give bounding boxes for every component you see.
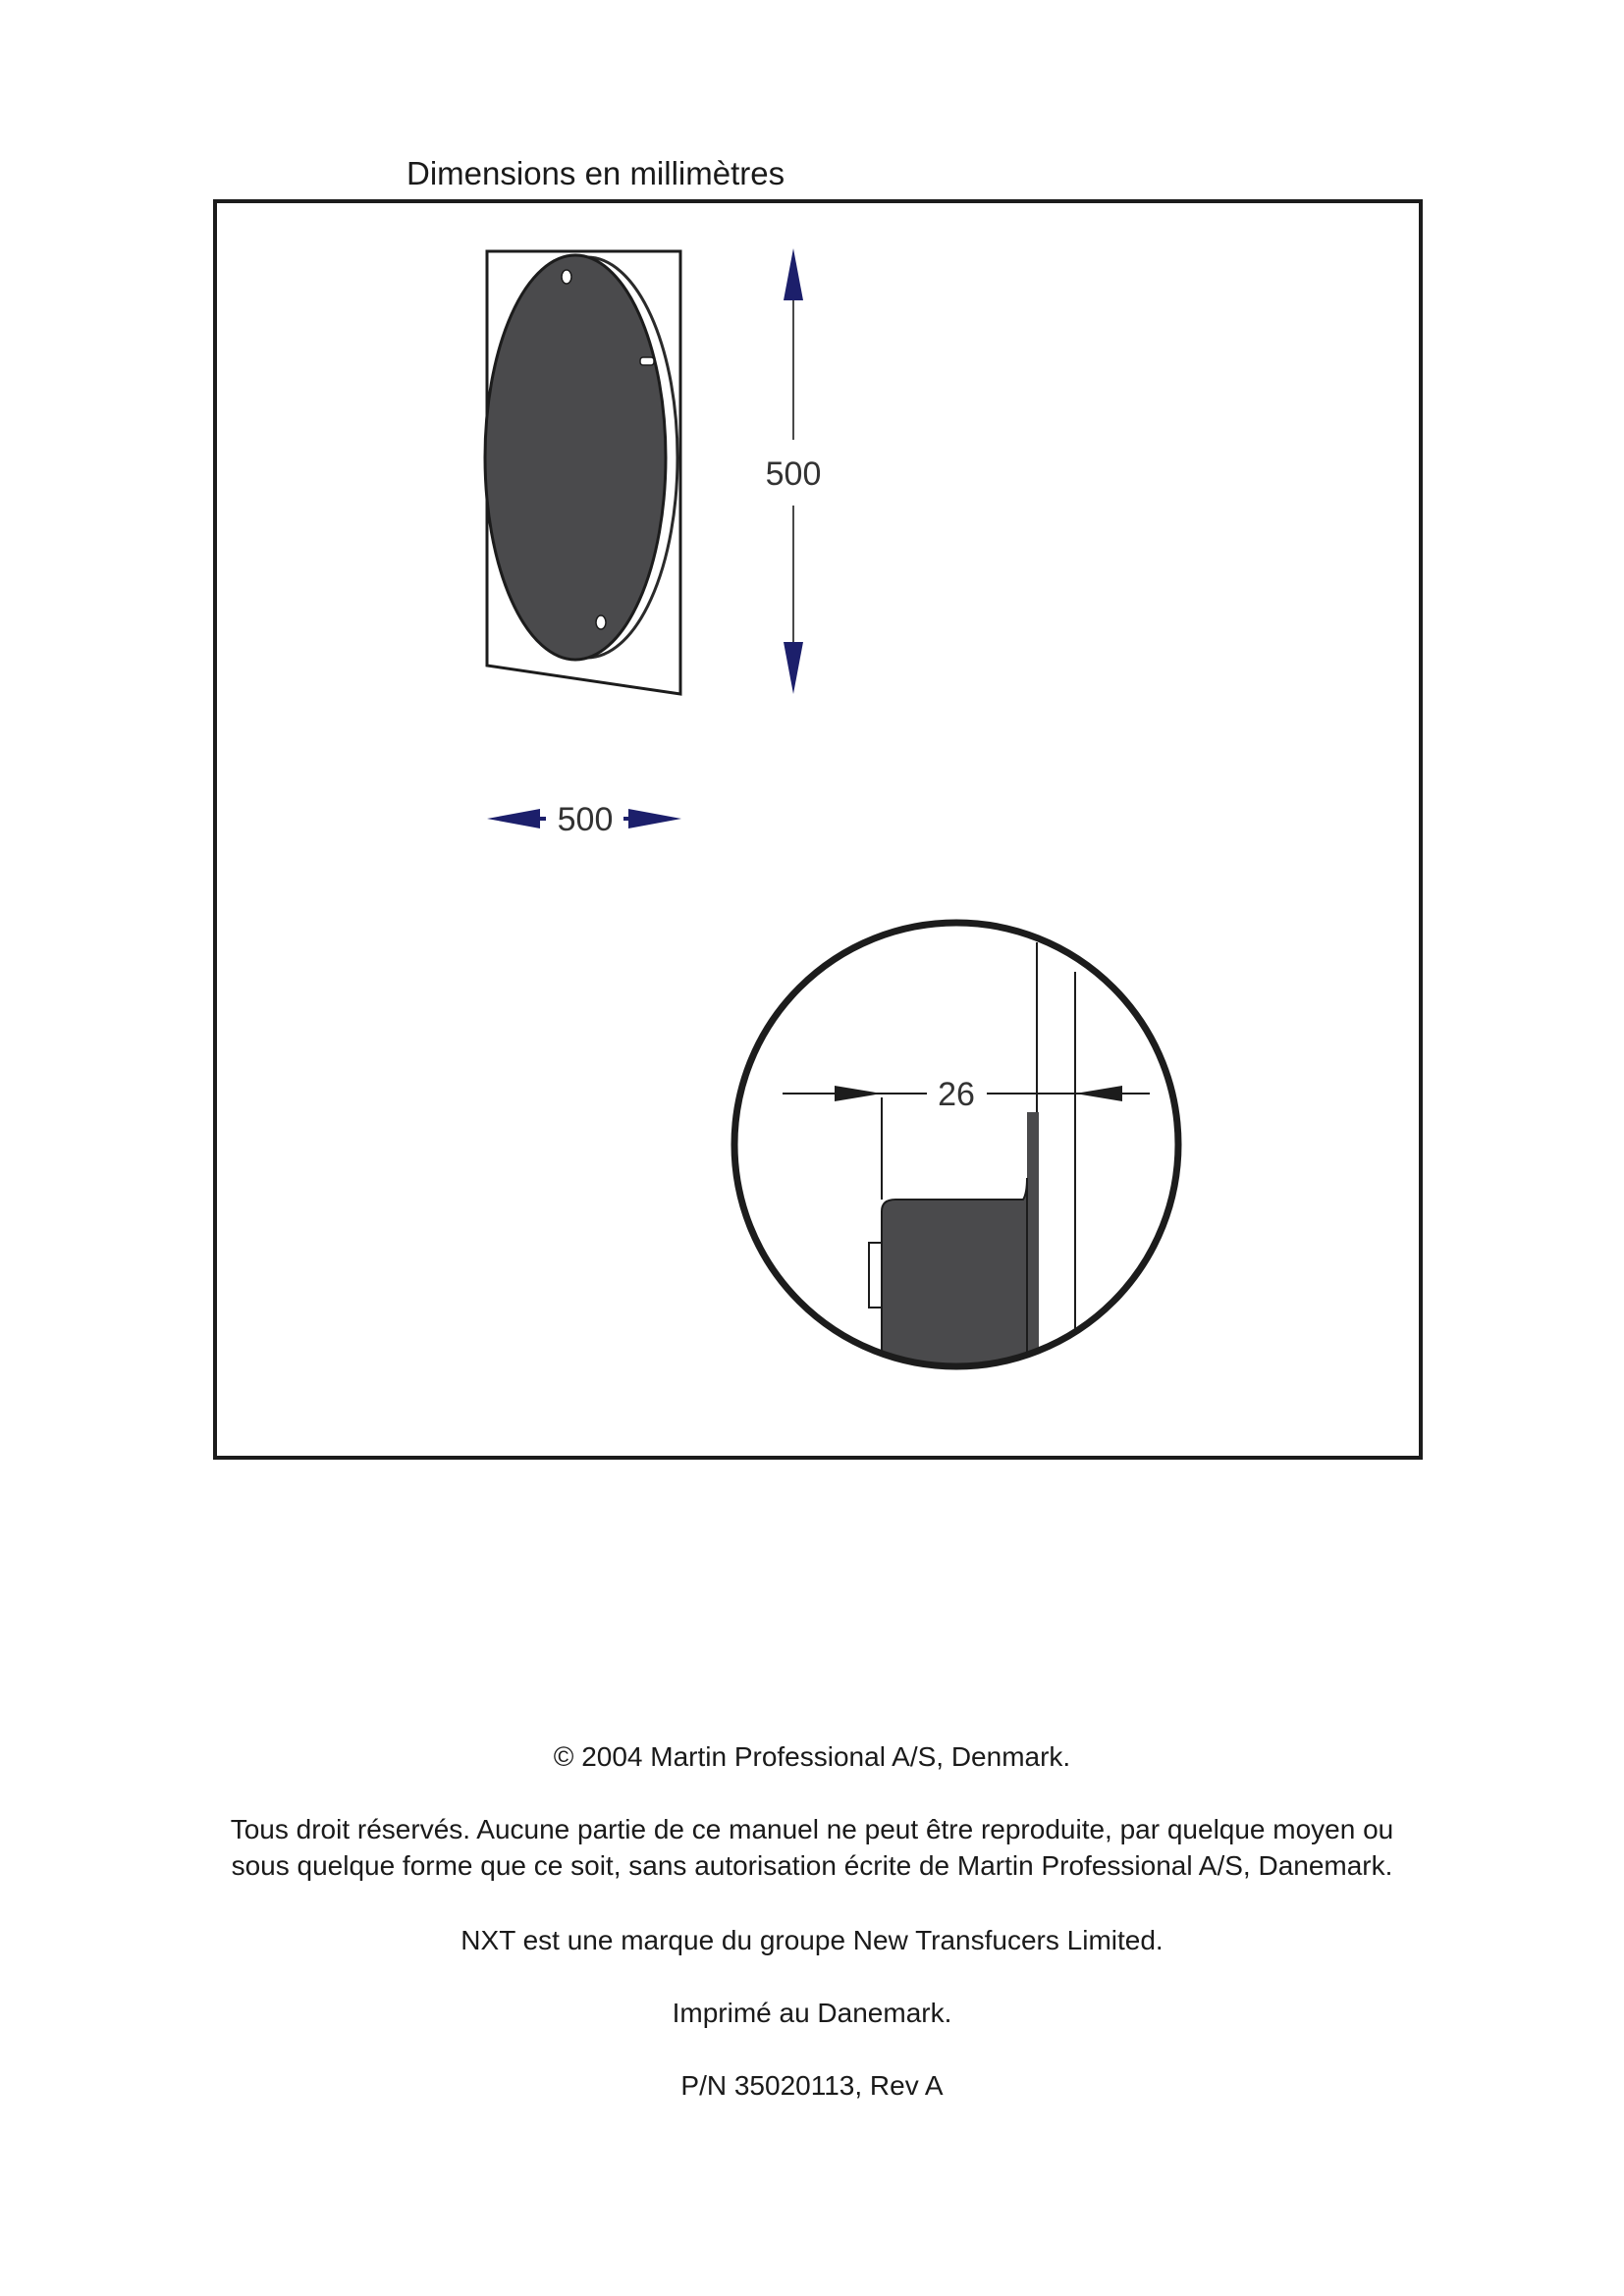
width-label: 500: [557, 801, 614, 838]
page-heading: Dimensions en millimètres: [406, 155, 785, 191]
part-number-line: [147, 2067, 1477, 2104]
rights-line-1: Tous droit réservés. Aucune partie de ce manuel ne peut être reproduite, par quelque moyen ou: [230, 1814, 1394, 1844]
speaker-front-disc: [485, 255, 666, 660]
rights-line-2: sous quelque forme que ce soit, sans autorisation écrite de Martin Professional A/S, Danemark.: [231, 1850, 1393, 1881]
mounting-clip: [640, 357, 654, 365]
printed-text: Imprimé au Danemark.: [672, 1998, 952, 2028]
trademark-line: [147, 1922, 1477, 1958]
bracket-profile: [1027, 1112, 1039, 1374]
part-number-text: P/N 35020113, Rev A: [680, 2070, 944, 2101]
arrow-left-icon: [487, 809, 540, 828]
copyright-line: [147, 1738, 1477, 1775]
arrow-up-icon: [784, 248, 803, 300]
trademark-text: NXT est une marque du groupe New Transfucers Limited.: [460, 1925, 1164, 1955]
mounting-screw-bottom: [596, 615, 606, 629]
printed-line: [147, 1995, 1477, 2031]
copyright-text: © 2004 Martin Professional A/S, Denmark.: [553, 1741, 1071, 1772]
rights-paragraph: [147, 1811, 1477, 1884]
width-dimension: [487, 801, 681, 838]
depth-label: 26: [938, 1076, 975, 1113]
height-label: 500: [765, 455, 822, 493]
speaker-illustration: [485, 251, 680, 694]
edge-tab: [869, 1243, 882, 1308]
arrow-right-icon: [628, 809, 681, 828]
speaker-edge-profile: [882, 1178, 1027, 1374]
mounting-screw-top: [562, 270, 571, 284]
depth-detail: [734, 923, 1178, 1374]
arrow-left-icon: [1075, 1086, 1122, 1101]
arrow-right-icon: [835, 1086, 882, 1101]
arrow-down-icon: [784, 642, 803, 694]
height-dimension: [766, 248, 822, 694]
